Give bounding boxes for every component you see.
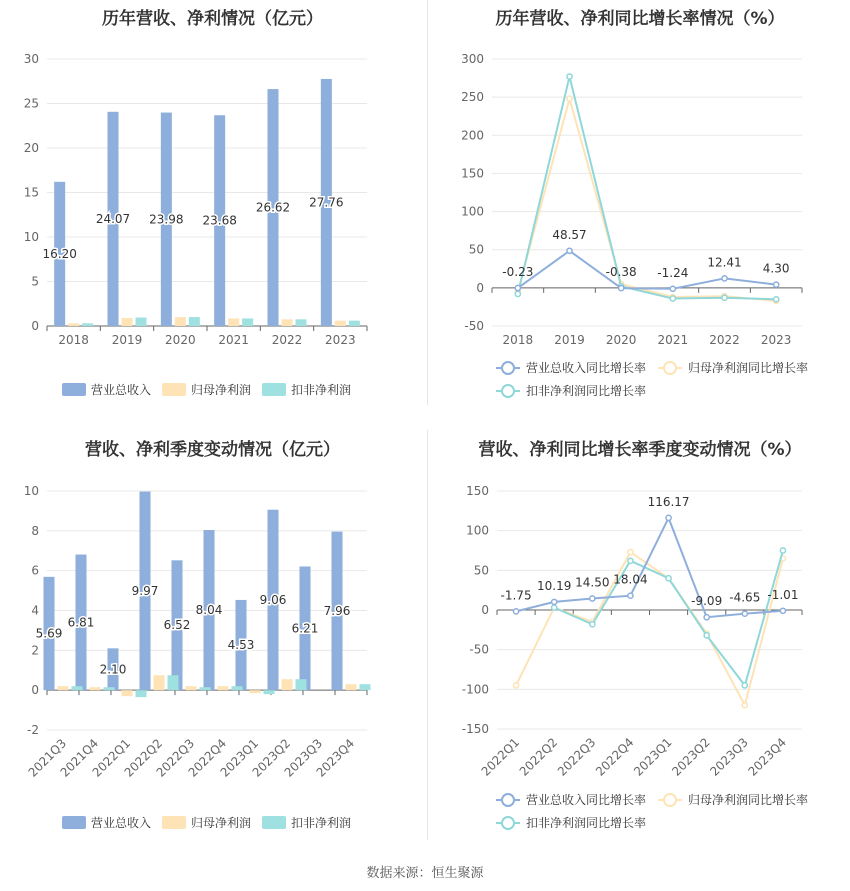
legend-swatch	[162, 383, 186, 396]
y-tick-label: 10	[23, 230, 39, 244]
panel-annual-bar	[0, 0, 425, 420]
data-label: 9.06	[259, 592, 287, 607]
data-label: -1.75	[500, 588, 532, 603]
data-label: 24.07	[95, 211, 131, 226]
data-label: -4.65	[729, 590, 761, 605]
data-point	[780, 548, 785, 553]
annual-line-chart	[430, 0, 850, 420]
data-label: 48.57	[552, 227, 587, 242]
bar	[250, 690, 261, 693]
data-point	[515, 291, 520, 296]
x-tick-label: 2021	[218, 333, 249, 347]
data-label: 4.53	[227, 638, 255, 653]
data-label: 23.68	[202, 213, 237, 228]
x-tick-label: 2023	[760, 333, 792, 347]
bar	[72, 686, 83, 690]
legend-swatch	[502, 362, 514, 374]
bar	[154, 675, 165, 690]
data-point	[513, 683, 518, 688]
data-label: 18.04	[613, 572, 648, 587]
x-tick-label: 2020	[605, 333, 637, 347]
x-tick-label: 2023Q1	[631, 735, 675, 779]
data-point	[670, 286, 675, 291]
y-tick-label: 2	[31, 643, 39, 658]
panel-quarterly-bar	[0, 425, 425, 855]
y-tick-label: 4	[31, 603, 39, 618]
chart-title: 历年营收、净利同比增长率情况（%）	[495, 9, 785, 29]
legend-label: 营业总收入同比增长率	[526, 361, 647, 375]
data-point	[628, 549, 633, 554]
data-label: 16.20	[42, 246, 77, 261]
y-tick-label: 25	[23, 96, 39, 111]
bar	[296, 679, 307, 690]
x-tick-label: 2023Q1	[217, 736, 262, 780]
data-point	[567, 248, 572, 253]
x-tick-label: 2018	[502, 333, 534, 347]
data-point	[722, 276, 727, 281]
data-point	[742, 611, 747, 616]
data-label: 7.96	[323, 603, 351, 618]
bar	[136, 690, 147, 697]
bar	[175, 317, 186, 326]
x-tick-label: 2023Q4	[745, 735, 790, 779]
bar	[346, 684, 357, 690]
bar	[218, 686, 229, 690]
legend-swatch	[664, 794, 676, 806]
data-point	[780, 608, 785, 613]
chart-title: 营收、净利同比增长率季度变动情况（%）	[478, 440, 802, 460]
legend-swatch	[502, 385, 514, 397]
data-label: 2.10	[99, 662, 127, 677]
bar	[90, 687, 101, 690]
legend-label: 归母净利润	[191, 383, 252, 397]
x-tick-label: 2022Q4	[185, 736, 230, 780]
x-tick-label: 2022Q2	[516, 735, 561, 779]
y-tick-label: 20	[23, 141, 39, 155]
legend-label: 营业总收入	[91, 816, 152, 830]
y-tick-label: 200	[461, 128, 484, 143]
bar	[282, 679, 293, 690]
data-point	[590, 596, 595, 601]
y-tick-label: 100	[466, 523, 489, 538]
x-tick-label: 2023Q2	[669, 735, 713, 779]
y-tick-label: 50	[468, 242, 484, 257]
x-tick-label: 2022Q1	[478, 735, 523, 779]
y-tick-label: 300	[461, 52, 484, 66]
bar	[186, 686, 197, 690]
y-tick-label: 30	[23, 52, 39, 66]
data-label: 12.41	[707, 255, 742, 270]
x-tick-label: 2020	[165, 333, 196, 347]
y-tick-label: 0	[481, 603, 489, 617]
legend-label: 扣非净利润同比增长率	[526, 816, 647, 830]
y-tick-label: -50	[469, 642, 489, 657]
x-tick-label: 2023Q3	[281, 736, 326, 780]
x-tick-label: 2023Q3	[707, 735, 751, 779]
y-tick-label: 250	[461, 90, 484, 105]
x-tick-label: 2021Q4	[57, 736, 102, 780]
data-point	[704, 633, 709, 638]
x-tick-label: 2023	[325, 333, 356, 347]
data-point	[513, 609, 518, 614]
data-point	[628, 593, 633, 598]
data-label: 23.98	[149, 212, 184, 227]
bar	[189, 317, 200, 326]
legend-label: 归母净利润同比增长率	[688, 793, 809, 807]
data-label: -0.38	[605, 265, 637, 280]
x-tick-label: 2022	[271, 333, 303, 347]
y-tick-label: 150	[466, 484, 489, 498]
bar	[82, 323, 93, 326]
data-point	[552, 605, 557, 610]
y-tick-label: -50	[464, 319, 484, 333]
quarterly-line-chart	[430, 425, 850, 855]
legend-label: 营业总收入同比增长率	[526, 793, 647, 807]
legend-label: 营业总收入	[91, 383, 152, 397]
bar	[168, 675, 179, 690]
y-tick-label: 5	[31, 274, 39, 289]
legend-swatch	[62, 816, 86, 829]
data-label: -9.09	[691, 594, 723, 609]
y-tick-label: 8	[31, 523, 39, 538]
data-label: 4.30	[762, 261, 790, 276]
legend-label: 归母净利润	[191, 816, 252, 830]
data-point	[774, 282, 779, 287]
data-point	[552, 599, 557, 604]
x-tick-label: 2022Q1	[89, 736, 134, 780]
x-tick-label: 2021	[657, 333, 689, 347]
data-point	[742, 683, 747, 688]
data-point	[666, 576, 671, 581]
data-point	[742, 703, 747, 708]
data-label: 10.19	[537, 578, 572, 593]
legend-label: 扣非净利润	[291, 383, 352, 397]
legend-swatch	[502, 817, 514, 829]
data-point	[567, 74, 572, 79]
y-tick-label: 150	[461, 166, 484, 181]
data-label: -1.24	[657, 265, 689, 280]
x-tick-label: 2022Q4	[592, 735, 637, 779]
data-point	[628, 558, 633, 563]
data-label: 9.97	[131, 583, 159, 598]
legend-swatch	[664, 362, 676, 374]
bar	[200, 687, 211, 690]
x-tick-label: 2019	[111, 333, 143, 347]
bar	[104, 687, 115, 690]
data-point	[666, 515, 671, 520]
y-tick-label: 0	[31, 683, 39, 698]
data-point	[619, 286, 624, 291]
data-label: 6.81	[67, 615, 95, 630]
divider	[427, 0, 428, 405]
bar	[232, 686, 243, 690]
y-tick-label: 10	[23, 484, 39, 498]
bar	[264, 690, 275, 694]
bar	[136, 318, 147, 326]
x-tick-label: 2021Q3	[25, 736, 70, 780]
bar	[122, 318, 133, 326]
y-tick-label: 0	[476, 280, 484, 295]
bar	[349, 321, 360, 326]
x-tick-label: 2022Q2	[121, 736, 166, 780]
data-label: -1.01	[767, 587, 799, 602]
data-label: 5.69	[35, 626, 63, 641]
data-label: 14.50	[575, 575, 610, 590]
chart-title: 历年营收、净利情况（亿元）	[102, 9, 323, 29]
annual-bar-chart	[0, 0, 425, 420]
data-point	[722, 295, 727, 300]
x-tick-label: 2022Q3	[554, 735, 599, 779]
y-tick-label: 15	[23, 185, 39, 200]
x-tick-label: 2023Q4	[313, 736, 358, 780]
x-tick-label: 2018	[58, 333, 89, 347]
data-label: 6.52	[163, 618, 191, 633]
legend-swatch	[162, 816, 186, 829]
data-point	[590, 622, 595, 627]
data-label: 26.62	[255, 200, 291, 215]
bar	[335, 321, 346, 326]
y-tick-label: 50	[473, 563, 489, 578]
y-tick-label: 6	[31, 563, 39, 578]
divider	[427, 430, 428, 840]
x-tick-label: 2019	[554, 333, 585, 347]
bar	[68, 323, 79, 326]
legend-label: 扣非净利润同比增长率	[526, 384, 647, 398]
data-point	[774, 297, 779, 302]
legend-swatch	[262, 383, 286, 396]
data-point	[704, 615, 709, 620]
bar	[360, 684, 371, 690]
y-tick-label: 100	[461, 204, 484, 219]
y-tick-label: -100	[461, 682, 489, 697]
data-point	[515, 285, 520, 290]
legend-swatch	[62, 383, 86, 396]
y-tick-label: -150	[461, 722, 489, 736]
chart-title: 营收、净利季度变动情况（亿元）	[85, 440, 340, 460]
data-point	[567, 96, 572, 101]
panel-quarterly-line	[430, 425, 850, 855]
quarterly-bar-chart	[0, 425, 425, 855]
x-tick-label: 2022	[709, 333, 740, 347]
legend-swatch	[502, 794, 514, 806]
data-source: 数据来源：恒生聚源	[366, 866, 484, 881]
data-label: 27.76	[309, 195, 344, 210]
data-label: -0.23	[502, 265, 534, 280]
panel-annual-line	[430, 0, 850, 420]
bar	[242, 318, 253, 326]
bar	[296, 319, 307, 326]
data-label: 8.04	[195, 603, 223, 618]
x-tick-label: 2023Q2	[249, 736, 294, 780]
y-tick-label: -2	[27, 723, 39, 737]
bar	[228, 318, 239, 326]
bar	[58, 686, 69, 690]
legend-label: 归母净利润同比增长率	[688, 361, 809, 375]
data-point	[670, 296, 675, 301]
bar	[282, 319, 293, 326]
x-tick-label: 2022Q3	[153, 736, 198, 780]
data-label: 6.21	[291, 621, 319, 636]
legend-swatch	[262, 816, 286, 829]
data-label: 116.17	[647, 494, 690, 509]
legend-label: 扣非净利润	[291, 816, 352, 830]
bar	[122, 690, 133, 696]
y-tick-label: 0	[31, 319, 39, 333]
